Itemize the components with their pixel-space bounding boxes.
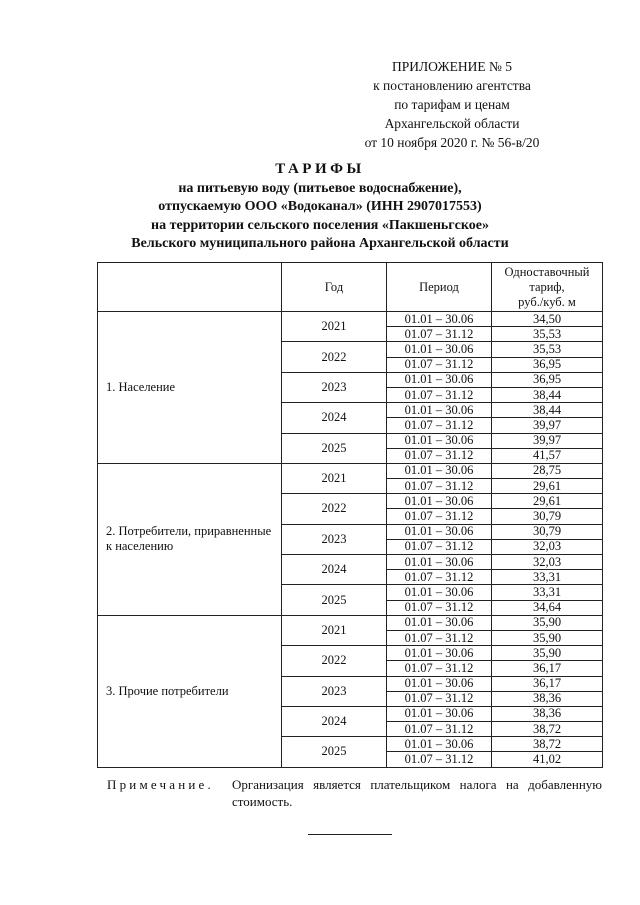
price-cell: 36,17 <box>492 676 603 691</box>
price-cell: 28,75 <box>492 463 603 478</box>
period-cell: 01.01 – 30.06 <box>387 737 492 752</box>
price-cell: 41,57 <box>492 448 603 463</box>
price-cell: 38,36 <box>492 706 603 721</box>
note-text: Организация является плательщиком налога на добавленную стоимость. <box>232 777 602 809</box>
period-cell: 01.07 – 31.12 <box>387 570 492 585</box>
period-cell: 01.01 – 30.06 <box>387 585 492 600</box>
period-cell: 01.07 – 31.12 <box>387 722 492 737</box>
period-cell: 01.07 – 31.12 <box>387 661 492 676</box>
year-cell: 2023 <box>282 372 387 402</box>
header-year: Год <box>282 263 387 312</box>
price-cell: 39,97 <box>492 433 603 448</box>
period-cell: 01.07 – 31.12 <box>387 418 492 433</box>
header-tariff <box>492 263 603 312</box>
price-cell: 35,90 <box>492 630 603 645</box>
document-title <box>0 160 640 254</box>
header-tariff-line-1: Одноставочный <box>504 264 590 279</box>
consumer-equivalent-line-2: к населению <box>106 539 174 554</box>
year-cell: 2021 <box>282 615 387 645</box>
price-cell: 29,61 <box>492 479 603 494</box>
price-cell: 32,03 <box>492 539 603 554</box>
period-cell: 01.01 – 30.06 <box>387 646 492 661</box>
price-cell: 34,64 <box>492 600 603 615</box>
year-cell: 2021 <box>282 463 387 493</box>
appendix-number: ПРИЛОЖЕНИЕ № 5 <box>391 59 513 74</box>
header-tariff-line-2: тариф, <box>529 279 565 294</box>
table-row <box>98 312 603 327</box>
consumer-other: 3. Прочие потребители <box>98 615 282 767</box>
period-cell: 01.01 – 30.06 <box>387 342 492 357</box>
price-cell: 38,44 <box>492 387 603 402</box>
price-cell: 29,61 <box>492 494 603 509</box>
price-cell: 33,31 <box>492 585 603 600</box>
consumer-equivalent-line-1: 2. Потребители, приравненные <box>106 524 272 539</box>
period-cell: 01.01 – 30.06 <box>387 706 492 721</box>
period-cell: 01.01 – 30.06 <box>387 372 492 387</box>
price-cell: 38,72 <box>492 722 603 737</box>
appendix-line-region: Архангельской области <box>384 116 520 131</box>
period-cell: 01.01 – 30.06 <box>387 615 492 630</box>
period-cell: 01.07 – 31.12 <box>387 630 492 645</box>
period-cell: 01.07 – 31.12 <box>387 357 492 372</box>
price-cell: 35,90 <box>492 615 603 630</box>
table-row <box>98 615 603 630</box>
period-cell: 01.01 – 30.06 <box>387 433 492 448</box>
consumer-population: 1. Население <box>98 312 282 464</box>
period-cell: 01.01 – 30.06 <box>387 403 492 418</box>
note-label: Примечание. <box>107 777 214 792</box>
price-cell: 36,95 <box>492 372 603 387</box>
period-cell: 01.07 – 31.12 <box>387 509 492 524</box>
year-cell: 2024 <box>282 555 387 585</box>
price-cell: 39,97 <box>492 418 603 433</box>
year-cell: 2025 <box>282 585 387 615</box>
appendix-line-resolution: к постановлению агентства <box>373 78 531 93</box>
year-cell: 2024 <box>282 706 387 736</box>
title-line-2: отпускаемую ООО «Водоканал» (ИНН 2907017553) <box>158 199 482 214</box>
period-cell: 01.01 – 30.06 <box>387 463 492 478</box>
title-main: ТАРИФЫ <box>275 161 365 177</box>
period-cell: 01.01 – 30.06 <box>387 494 492 509</box>
header-tariff-line-3: руб./куб. м <box>518 294 576 309</box>
price-cell: 38,72 <box>492 737 603 752</box>
appendix-line-agency: по тарифам и ценам <box>394 97 510 112</box>
price-cell: 36,17 <box>492 661 603 676</box>
period-cell: 01.07 – 31.12 <box>387 327 492 342</box>
price-cell: 35,53 <box>492 342 603 357</box>
period-cell: 01.07 – 31.12 <box>387 539 492 554</box>
price-cell: 30,79 <box>492 509 603 524</box>
year-cell: 2022 <box>282 494 387 524</box>
period-cell: 01.07 – 31.12 <box>387 479 492 494</box>
period-cell: 01.07 – 31.12 <box>387 752 492 767</box>
title-line-1: на питьевую воду (питьевое водоснабжение), <box>178 180 462 196</box>
consumer-equivalent <box>98 463 282 615</box>
appendix-line-date: от 10 ноября 2020 г. № 56-в/20 <box>364 135 540 150</box>
year-cell: 2023 <box>282 676 387 706</box>
tariff-table <box>97 262 603 768</box>
period-cell: 01.07 – 31.12 <box>387 448 492 463</box>
price-cell: 38,36 <box>492 691 603 706</box>
appendix-header <box>322 57 582 152</box>
period-cell: 01.01 – 30.06 <box>387 524 492 539</box>
price-cell: 30,79 <box>492 524 603 539</box>
period-cell: 01.07 – 31.12 <box>387 600 492 615</box>
table-row <box>98 463 603 478</box>
period-cell: 01.01 – 30.06 <box>387 676 492 691</box>
price-cell: 36,95 <box>492 357 603 372</box>
year-cell: 2021 <box>282 312 387 342</box>
price-cell: 41,02 <box>492 752 603 767</box>
title-line-3: на территории сельского поселения «Пакшеньгское» <box>151 217 489 233</box>
price-cell: 35,90 <box>492 646 603 661</box>
year-cell: 2025 <box>282 737 387 767</box>
price-cell: 34,50 <box>492 312 603 327</box>
period-cell: 01.01 – 30.06 <box>387 555 492 570</box>
year-cell: 2022 <box>282 646 387 676</box>
closing-divider <box>308 834 392 835</box>
period-cell: 01.01 – 30.06 <box>387 312 492 327</box>
year-cell: 2022 <box>282 342 387 372</box>
price-cell: 35,53 <box>492 327 603 342</box>
period-cell: 01.07 – 31.12 <box>387 387 492 402</box>
period-cell: 01.07 – 31.12 <box>387 691 492 706</box>
price-cell: 33,31 <box>492 570 603 585</box>
year-cell: 2024 <box>282 403 387 433</box>
year-cell: 2025 <box>282 433 387 463</box>
title-line-4: Вельского муниципального района Архангельской области <box>131 236 509 251</box>
price-cell: 32,03 <box>492 555 603 570</box>
header-period: Период <box>387 263 492 312</box>
table-header-row <box>98 263 603 312</box>
price-cell: 38,44 <box>492 403 603 418</box>
year-cell: 2023 <box>282 524 387 554</box>
header-consumer <box>98 263 282 312</box>
